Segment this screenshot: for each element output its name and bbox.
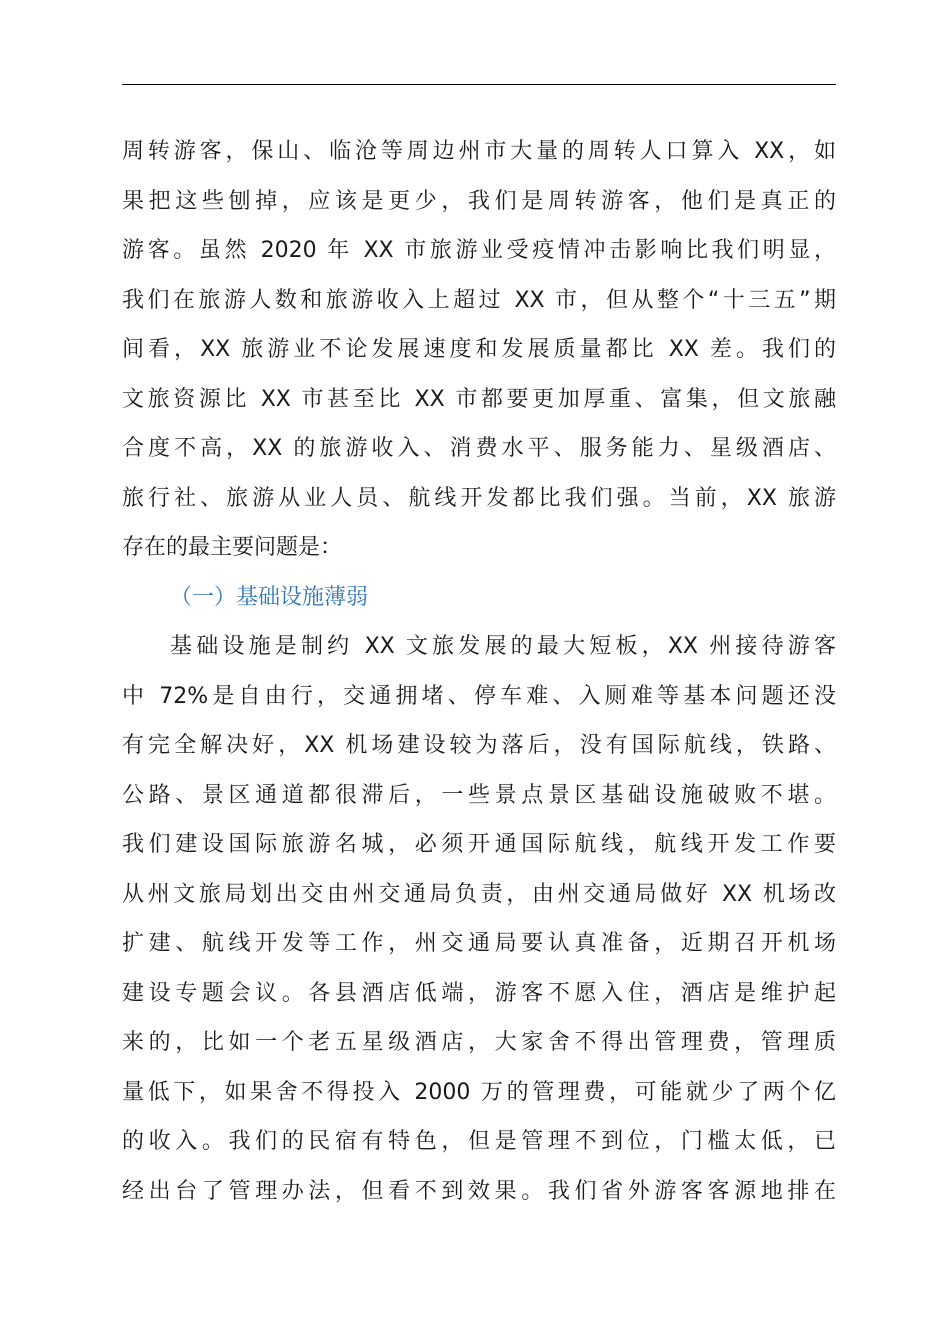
paragraph-line: 合度不高，XX 的旅游收入、消费水平、服务能力、星级酒店、 [122,436,836,461]
paragraph-line-first: 基础设施是制约 XX 文旅发展的最大短板，XX 州接待游客 [170,634,836,659]
paragraph-line: 文旅资源比 XX 市甚至比 XX 市都要更加厚重、富集，但文旅融 [122,386,836,412]
paragraph-line-last: 存在的最主要问题是： [122,535,343,560]
paragraph-line: 的收入。我们的民宿有特色，但是管理不到位，门槛太低，已 [122,1129,836,1154]
paragraph-line: 来的，比如一个老五星级酒店，大家舍不得出管理费，管理质 [122,1030,836,1055]
paragraph-line: 扩建、航线开发等工作，州交通局要认真准备，近期召开机场 [122,931,836,956]
header-rule [122,84,836,85]
paragraph-line: 我们在旅游人数和旅游收入上超过 XX 市，但从整个“十三五”期 [122,287,836,313]
section-heading: （一）基础设施薄弱 [170,584,369,610]
paragraph-line: 量低下，如果舍不得投入 2000 万的管理费，可能就少了两个亿 [122,1079,836,1105]
paragraph-line: 旅行社、旅游从业人员、航线开发都比我们强。当前，XX 旅游 [122,485,836,511]
paragraph-line: 公路、景区通道都很滞后，一些景点景区基础设施破败不堪。 [122,782,836,808]
paragraph-line: 周转游客，保山、临沧等周边州市大量的周转人口算入 XX，如 [122,139,836,164]
body-text [122,127,836,1216]
paragraph-line: 游客。虽然 2020 年 XX 市旅游业受疫情冲击影响比我们明显， [122,238,836,263]
paragraph-line: 中 72%是自由行，交通拥堵、停车难、入厕难等基本问题还没 [122,683,836,709]
paragraph-line: 我们建设国际旅游名城，必须开通国际航线，航线开发工作要 [122,832,836,857]
paragraph-line: 果把这些刨掉，应该是更少，我们是周转游客，他们是真正的 [122,188,836,214]
paragraph-line: 从州文旅局划出交由州交通局负责，由州交通局做好 XX 机场改 [122,881,836,907]
paragraph-line: 有完全解决好，XX 机场建设较为落后，没有国际航线，铁路、 [122,733,836,758]
paragraph-line: 经出台了管理办法，但看不到效果。我们省外游客客源地排在 [122,1178,836,1204]
paragraph-line: 建设专题会议。各县酒店低端，游客不愿入住，酒店是维护起 [122,980,836,1006]
paragraph-line: 间看，XX 旅游业不论发展速度和发展质量都比 XX 差。我们的 [122,337,836,362]
